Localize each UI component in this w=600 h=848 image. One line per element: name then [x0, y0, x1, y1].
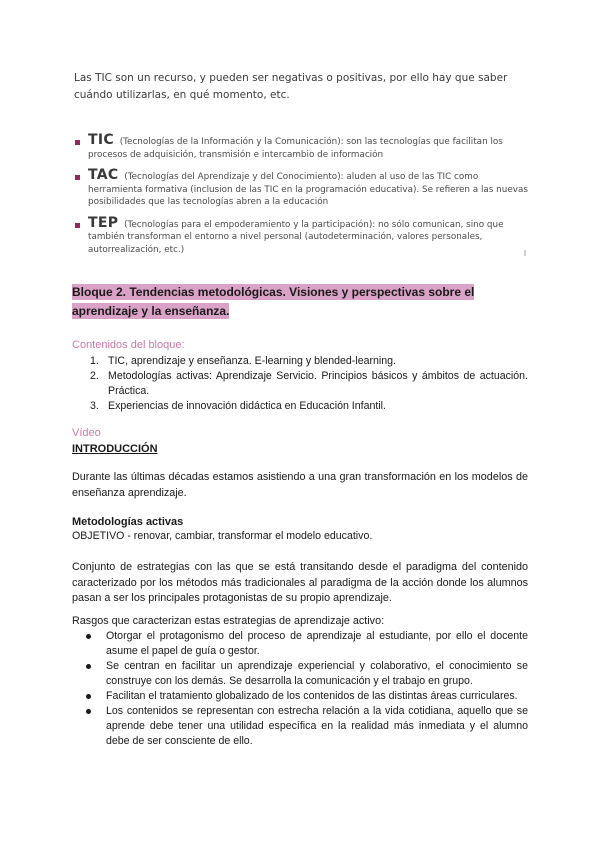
- square-bullet-icon: [75, 223, 80, 228]
- definition-text: (Tecnologías del Aprendizaje y del Conocimiento): aluden al uso de las TIC como herramienta formativa (inclusion de las TIC en la programación educativa). Se refieren a las nuevas posibilidades que las tecnologías abren a la educación: [88, 172, 528, 207]
- list-item-text: Metodologías activas: Aprendizaje Servicio. Principios básicos y ámbitos de actuación. Práctica.: [108, 370, 528, 397]
- list-item: [72, 629, 528, 659]
- list-item: [72, 689, 528, 704]
- list-number: 2.: [90, 370, 99, 382]
- list-item: [72, 369, 528, 399]
- bullet-icon: [86, 664, 91, 669]
- square-bullet-icon: [75, 175, 80, 180]
- paragraph: Rasgos que caracterizan estas estrategias de aprendizaje activo:: [72, 615, 385, 627]
- metodologias-heading: Metodologías activas: [72, 516, 184, 528]
- definition-item: [72, 214, 528, 257]
- contenidos-title: Contenidos del bloque:: [72, 339, 185, 351]
- list-item-text: Experiencias de innovación didáctica en Educación Infantil.: [108, 400, 386, 412]
- definition-term: TIC: [88, 132, 114, 148]
- paragraph: Durante las últimas décadas estamos asistiendo a una gran transformación en los modelos de enseñanza aprendizaje.: [72, 471, 528, 499]
- definition-text: (Tecnologías de la Información y la Comunicación): son las tecnologías que facilitan los procesos de adquisición, transmisión e intercambio de información: [88, 137, 503, 160]
- list-item-text: TIC, aprendizaje y enseñanza. E-learning y blended-learning.: [108, 355, 396, 367]
- list-number: 1.: [90, 355, 99, 367]
- objetivo-line: OBJETIVO - renovar, cambiar, transformar el modelo educativo.: [72, 530, 373, 542]
- intro-paragraph: Las TIC son un recurso, y pueden ser negativas o positivas, por ello hay que saber cuándo utilizarlas, en qué momento, etc.: [74, 72, 508, 101]
- list-number: 3.: [90, 400, 99, 412]
- video-label: Vídeo: [72, 427, 101, 439]
- bullet-icon: [86, 694, 91, 699]
- bloque-heading-text: Bloque 2. Tendencias metodológicas. Visiones y perspectivas sobre el aprendizaje y la enseñanza.: [72, 285, 475, 318]
- list-item: [72, 399, 528, 414]
- list-item-text: Se centran en facilitar un aprendizaje experiencial y colaborativo, el conocimiento se construye con los demás. Se desarrolla la comunicación y el trabajo en grupo.: [106, 660, 528, 687]
- rasgos-list: [72, 629, 528, 749]
- image-edge-mark: [524, 250, 526, 256]
- paragraph: Conjunto de estrategias con las que se está transitando desde el paradigma del contenido caracterizado por los métodos más tradicionales al paradigma de la acción donde los alumnos pasan a ser los principales protagonistas de su propio aprendizaje.: [72, 561, 528, 604]
- list-item-text: Otorgar el protagonismo del proceso de aprendizaje al estudiante, por ello el docente asume el papel de guía o gestor.: [106, 630, 528, 657]
- definition-text: (Tecnologías para el empoderamiento y la participación): no sólo comunican, sino que también transforman el entorno a nivel personal (autodeterminación, valores personales, autorrealización, etc.): [88, 219, 504, 255]
- list-item: [72, 704, 528, 749]
- bullet-icon: [86, 634, 91, 639]
- introduccion-heading: INTRODUCCIÓN: [72, 443, 158, 455]
- list-item-text: Facilitan el tratamiento globalizado de los contenidos de las distintas áreas curriculares.: [106, 690, 518, 702]
- bullet-icon: [86, 709, 91, 714]
- contenidos-list: [72, 354, 528, 414]
- list-item-text: Los contenidos se representan con estrecha relación a la vida cotidiana, aquello que se aprende debe tener una utilidad específica en la realidad más inmediata y el alumno debe de ser consciente de ello.: [106, 705, 528, 747]
- list-item: [72, 659, 528, 689]
- square-bullet-icon: [75, 140, 80, 145]
- definition-item: [72, 134, 528, 161]
- definition-term: TEP: [88, 214, 119, 231]
- definitions-list: [72, 134, 528, 264]
- definition-item: [72, 169, 528, 209]
- bloque-heading: [72, 283, 530, 321]
- definition-term: TAC: [88, 167, 119, 183]
- list-item: [72, 354, 528, 369]
